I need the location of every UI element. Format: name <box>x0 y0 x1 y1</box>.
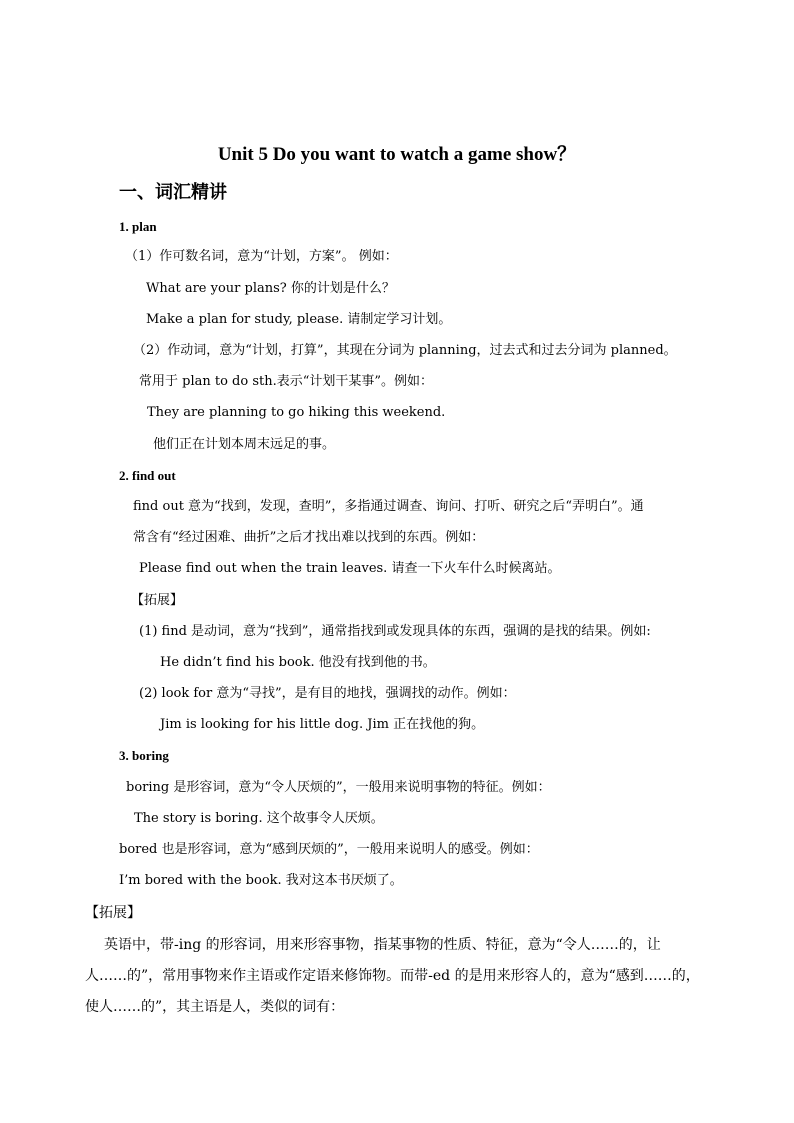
item-heading-find-out: 2. find out <box>119 468 176 483</box>
plan-line-1: （1）作可数名词，意为“计划，方案”。 例如： <box>125 249 398 264</box>
find-out-line-8: Jim is looking for his little dog. Jim 正在找他的狗。 <box>160 717 485 732</box>
item-heading-boring: 3. boring <box>119 748 169 763</box>
expand-line-1: 英语中，带-ing 的形容词，用来形容事物，指某事物的性质、特征，意为“令人……的，让 <box>104 937 661 953</box>
find-out-expand-label: 【拓展】 <box>131 593 184 608</box>
boring-line-4: I’m bored with the book. 我对这本书厌烦了。 <box>119 873 403 888</box>
find-out-line-5: (1) find 是动词，意为“找到”，通常指找到或发现具体的东西，强调的是找的结果。例如: <box>139 624 651 639</box>
expand-line-2: 人……的”，常用事物来作主语或作定语来修饰物。而带-ed 的是用来形容人的，意为“感到……的， <box>85 968 700 984</box>
plan-line-4: （2）作动词，意为“计划，打算”，其现在分词为 planning，过去式和过去分词为 planned。 <box>133 343 677 358</box>
boring-line-2: The story is boring. 这个故事令人厌烦。 <box>134 811 384 826</box>
section-heading-vocabulary: 一、词汇精讲 <box>119 182 227 203</box>
plan-line-3: Make a plan for study, please. 请制定学习计划。 <box>146 312 452 327</box>
plan-line-2: What are your plans? 你的计划是什么？ <box>146 281 395 296</box>
expand-line-3: 使人……的”，其主语是人，类似的词有： <box>85 999 345 1015</box>
expand-heading: 【拓展】 <box>85 905 141 921</box>
find-out-line-7: (2) look for 意为“寻找”，是有目的地找，强调找的动作。例如： <box>139 686 516 701</box>
find-out-line-6: He didn’t find his book. 他没有找到他的书。 <box>160 655 436 670</box>
plan-line-6: They are planning to go hiking this weekend. <box>147 405 446 420</box>
boring-line-1: boring 是形容词，意为“令人厌烦的”，一般用来说明事物的特征。例如： <box>126 780 551 795</box>
page-title: Unit 5 Do you want to watch a game show？ <box>217 144 577 165</box>
item-heading-plan: 1. plan <box>119 219 157 234</box>
find-out-line-2: 常含有“经过困难、曲折”之后才找出难以找到的东西。例如： <box>133 530 485 545</box>
find-out-line-3: Please find out when the train leaves. 请查一下火车什么时候离站。 <box>139 561 561 576</box>
plan-line-5: 常用于 plan to do sth.表示“计划干某事”。例如： <box>139 374 434 389</box>
plan-line-7: 他们正在计划本周末远足的事。 <box>153 437 336 452</box>
boring-line-3: bored 也是形容词，意为“感到厌烦的”，一般用来说明人的感受。例如： <box>119 842 539 857</box>
find-out-line-1: find out 意为“找到，发现，查明”，多指通过调查、询问、打听、研究之后“弄明白”。通 <box>133 499 644 514</box>
